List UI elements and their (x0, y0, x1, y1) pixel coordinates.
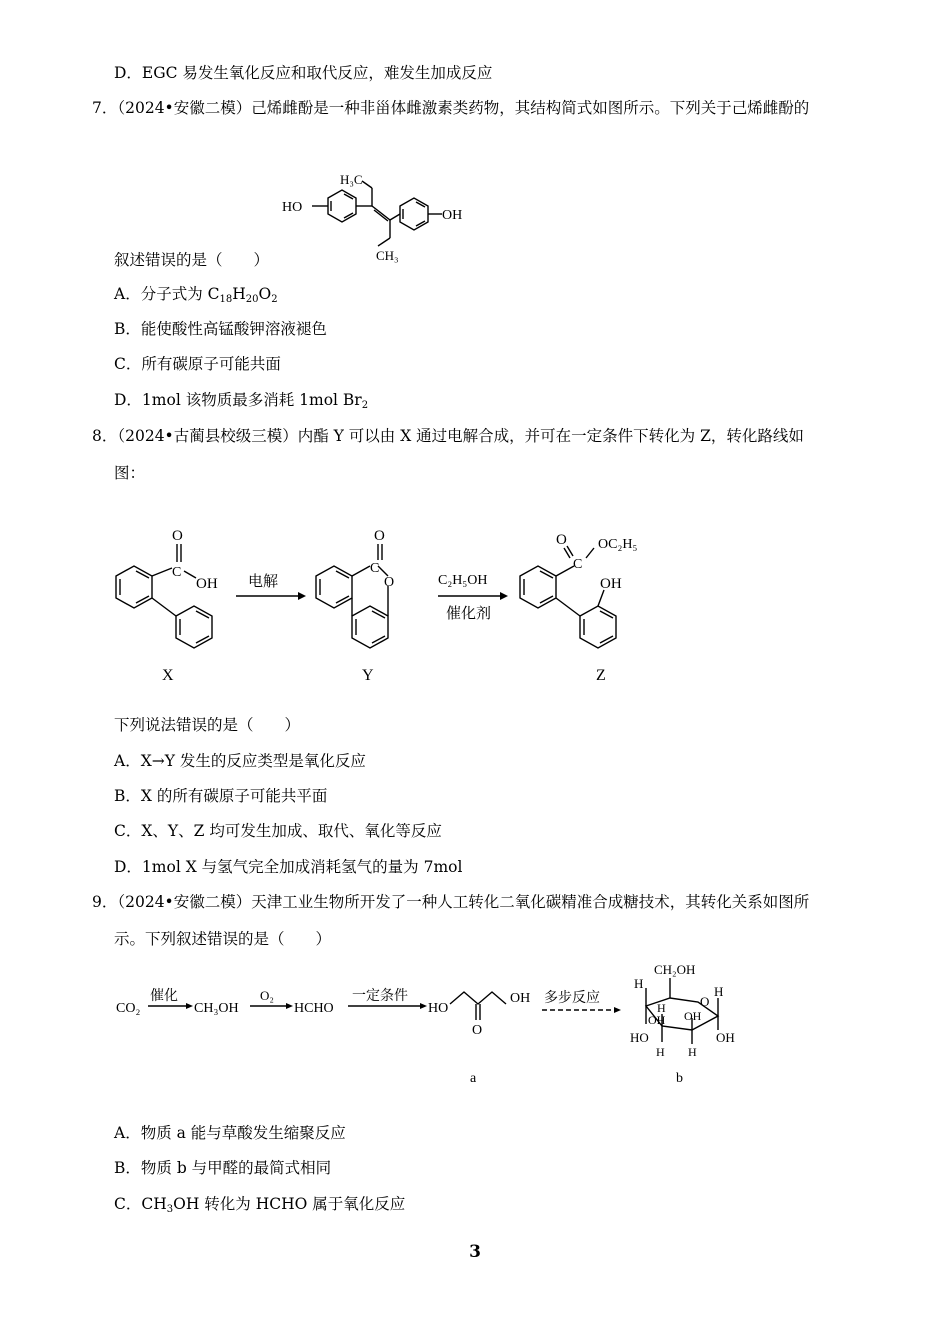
z-ester-group: OC₂H₅ (598, 537, 638, 552)
b-oh-1: OH (648, 1013, 666, 1027)
b-ring-o: O (700, 994, 710, 1009)
z-carbonyl-o: O (556, 532, 567, 548)
x-carboxyl-c: C (172, 565, 182, 580)
b-h-4: H (688, 1045, 697, 1059)
q7-ho-label: HO (282, 200, 303, 215)
q6-option-d: D．EGC 易发生氧化反应和取代反应，难发生加成反应 (114, 64, 493, 82)
y-lactone-c: C (370, 561, 380, 576)
q7-option-d: D．1mol 该物质最多消耗 1mol $Br_2$ (114, 391, 369, 411)
arrow2-o2-label: O₂ (260, 988, 274, 1003)
q7-stem: 7．（2024•安徽二模）己烯雌酚是一种非甾体雌激素类药物，其结构简式如图所示。下列关于己烯雌酚的 (92, 99, 810, 117)
a-carbonyl-o: O (472, 1023, 483, 1038)
q7-option-c: C．所有碳原子可能共面 (114, 355, 281, 373)
q7-option-b: B．能使酸性高锰酸钾溶液褪色 (114, 320, 327, 338)
label-x: X (162, 667, 174, 684)
q7-h3c-label: H₃C (340, 172, 363, 187)
q8-option-c: C．X、Y、Z 均可发生加成、取代、氧化等反应 (114, 822, 442, 840)
q8-option-a: A．X→Y 发生的反应类型是氧化反应 (114, 752, 366, 770)
b-h-3: H (656, 1045, 665, 1059)
b-ho-1: HO (630, 1030, 649, 1045)
label-b: b (676, 1071, 683, 1086)
q8-stem-line1: 8．（2024•古蔺县校级三模）内酯 Y 可以由 X 通过电解合成，并可在一定条件下转化为 Z，转化路线如 (92, 427, 804, 445)
q7-question-tail: 叙述错误的是（ ） (114, 251, 270, 269)
q7-ch3-label: CH₃ (376, 248, 399, 263)
b-h-2: H (657, 1001, 666, 1015)
label-a: a (470, 1071, 477, 1086)
z-ester-c: C (573, 557, 583, 572)
ch3oh-label: CH₃OH (194, 1001, 239, 1016)
arrow2-bottom-label: 催化剂 (446, 606, 492, 622)
q9-stem-line2: 示。下列叙述错误的是（ ） (114, 930, 332, 948)
q9-stem-line1: 9．（2024•安徽二模）天津工业生物所开发了一种人工转化二氧化碳精准合成糖技术，其转化关系如图所 (92, 893, 810, 911)
y-carbonyl-o: O (374, 528, 385, 544)
q8-question-tail: 下列说法错误的是（ ） (114, 716, 301, 734)
arrow1-label: 电解 (248, 574, 279, 590)
q9-option-b: B．物质 b 与甲醛的最简式相同 (114, 1159, 332, 1177)
a-ho-label: HO (428, 1001, 449, 1016)
q7-structure-figure (282, 168, 482, 268)
b-oh-2: OH (684, 1009, 702, 1023)
a-oh-label: OH (510, 991, 531, 1006)
q8-option-b: B．X 的所有碳原子可能共平面 (114, 787, 328, 805)
label-z: Z (596, 667, 606, 684)
label-y: Y (362, 667, 374, 684)
b-h-1: H (634, 976, 644, 991)
x-carbonyl-o: O (172, 528, 183, 544)
hcho-label: HCHO (294, 1001, 334, 1016)
page-number: 3 (469, 1242, 481, 1262)
co2-label: CO₂ (116, 1001, 141, 1016)
q7-option-a: A．分子式为 $C_{18}H_{20}O_2$ (114, 285, 278, 305)
x-oh: OH (196, 576, 218, 592)
y-ring-o: O (384, 575, 395, 590)
z-oh: OH (600, 576, 622, 592)
arrow1-catalyst-label: 催化 (150, 989, 178, 1004)
q8-reaction-figure (108, 520, 668, 690)
arrow4-label: 多步反应 (544, 991, 600, 1006)
b-h-5: H (714, 984, 724, 999)
q9-conversion-figure (114, 958, 754, 1088)
q8-stem-line2: 图： (114, 464, 146, 482)
q7-oh-label: OH (442, 208, 463, 223)
arrow2-top-label: C₂H₅OH (438, 573, 488, 588)
b-oh-3: OH (716, 1030, 735, 1045)
arrow3-label: 一定条件 (352, 989, 408, 1004)
b-ch2oh-label: CH₂OH (654, 962, 696, 977)
q8-option-d: D．1mol X 与氢气完全加成消耗氢气的量为 7mol (114, 858, 463, 876)
q9-option-c: C．$CH_3OH$ 转化为 HCHO 属于氧化反应 (114, 1195, 406, 1215)
q9-option-a: A．物质 a 能与草酸发生缩聚反应 (114, 1124, 346, 1142)
